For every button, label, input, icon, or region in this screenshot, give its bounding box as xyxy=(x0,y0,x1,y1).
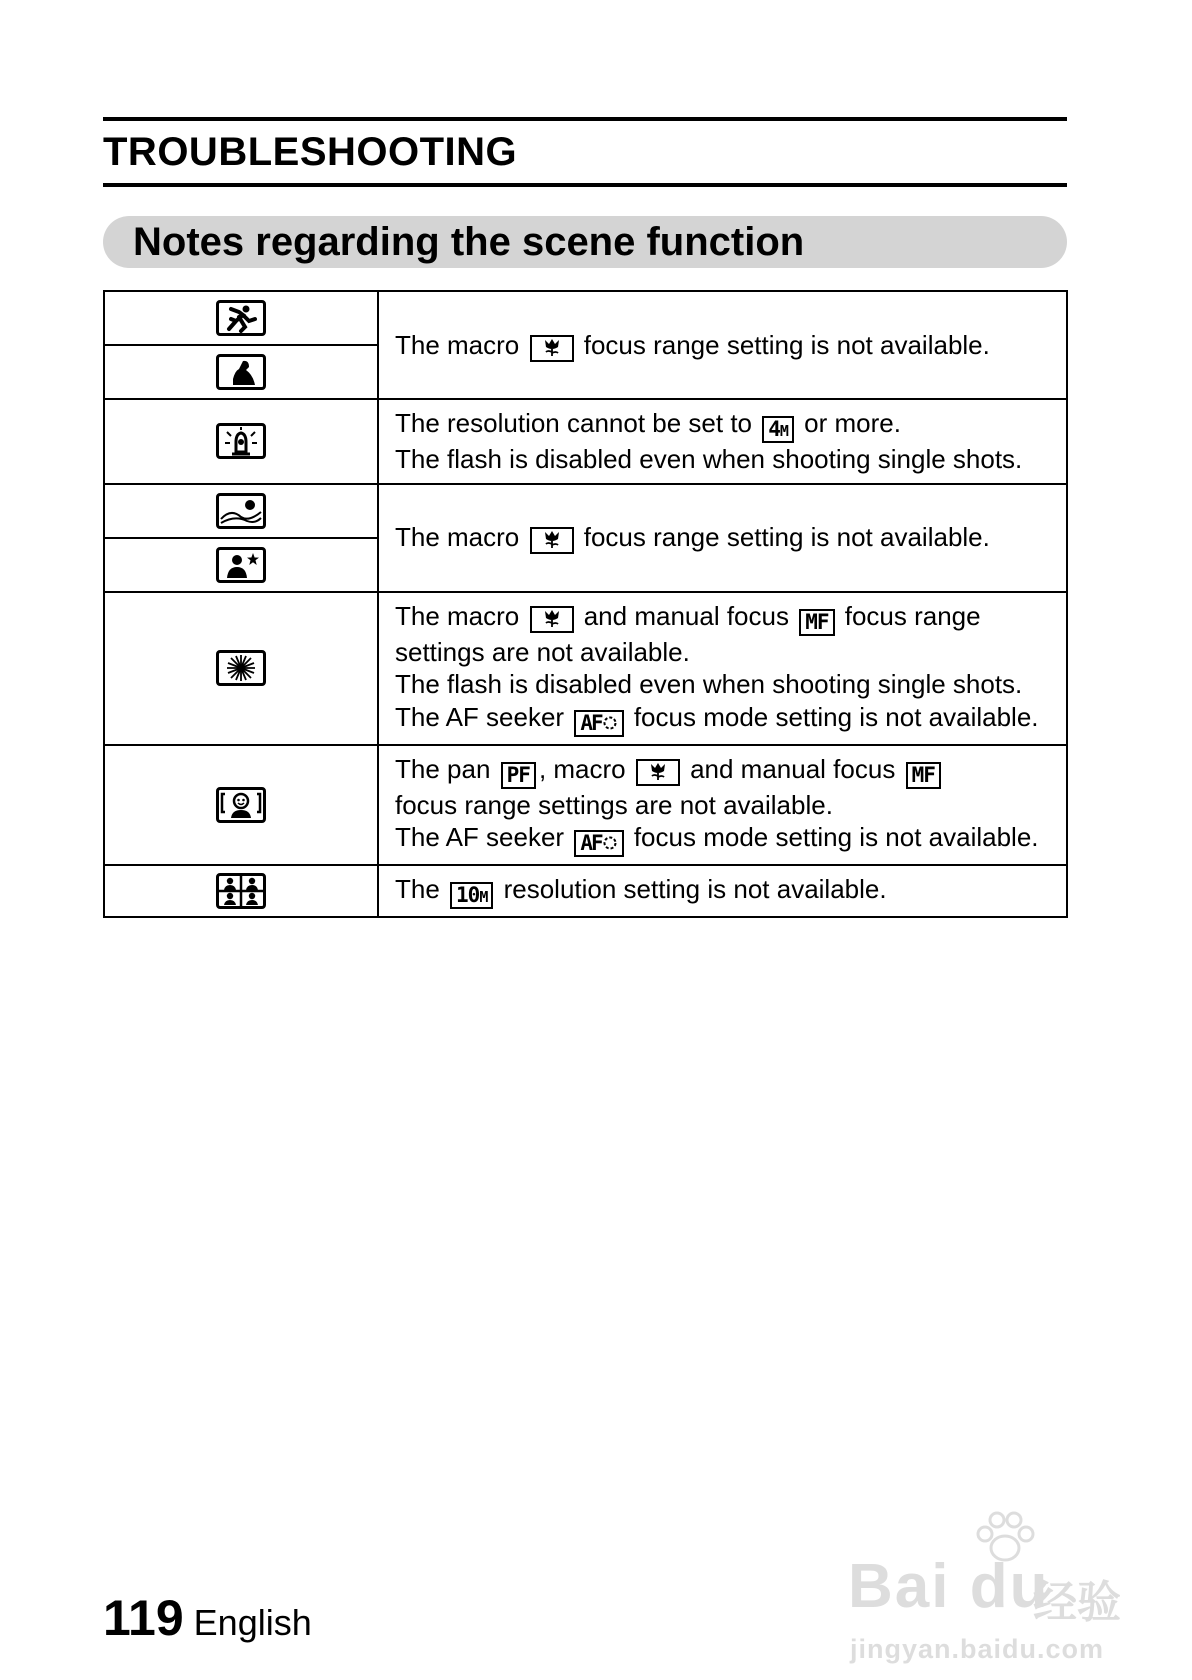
note-text: or more. xyxy=(796,408,901,438)
note-text: The AF seeker xyxy=(395,822,572,852)
night-portrait-scene-icon xyxy=(216,423,266,459)
macro-icon xyxy=(636,759,680,786)
page-number: 119 xyxy=(103,1590,184,1646)
af-target-icon xyxy=(602,835,618,851)
note-text: , macro xyxy=(538,753,633,784)
subheading-title: Notes regarding the scene function xyxy=(133,220,805,264)
scene-icon-cell xyxy=(104,291,378,345)
section-title: TROUBLESHOOTING xyxy=(103,130,518,174)
res-10m-icon xyxy=(450,882,493,909)
landscape-scene-icon xyxy=(216,493,266,529)
note-text: The flash is disabled even when shooting single shots. xyxy=(395,444,1023,474)
portrait-scene-icon xyxy=(216,354,266,390)
table-row xyxy=(104,291,1067,345)
collage-scene-icon xyxy=(216,873,266,909)
mf-icon-label: MF xyxy=(805,609,829,634)
note-text: focus range settings are not available. xyxy=(395,789,833,820)
note-text: The pan xyxy=(395,753,498,784)
watermark-brand: Bai du xyxy=(848,1552,1050,1621)
landscape-portrait-scene-icon xyxy=(216,547,266,583)
watermark xyxy=(848,1506,1138,1676)
note-text: focus range setting is not available. xyxy=(576,522,990,552)
note-text: The macro xyxy=(395,329,527,360)
note-text: The xyxy=(395,874,448,904)
header-bottom-rule xyxy=(103,183,1067,187)
pf-icon xyxy=(501,762,536,789)
macro-icon xyxy=(530,606,574,633)
table-row xyxy=(104,592,1067,745)
note-text: resolution setting is not available. xyxy=(496,874,887,904)
note-text: The macro xyxy=(395,600,527,631)
scene-icon-cell xyxy=(104,345,378,399)
note-text: and manual focus xyxy=(576,600,797,631)
table-row xyxy=(104,745,1067,866)
sports-scene-icon xyxy=(216,300,266,336)
note-text-cell xyxy=(378,592,1067,745)
scene-icon-cell xyxy=(104,592,378,745)
af-seeker-icon-label: AF xyxy=(580,710,602,735)
note-text: focus range settings are not available. xyxy=(395,600,981,667)
tulip-icon xyxy=(541,337,563,357)
af-target-icon xyxy=(602,715,618,731)
res-4m-icon xyxy=(762,416,794,443)
mf-icon-label: MF xyxy=(911,762,935,787)
tulip-icon xyxy=(541,529,563,549)
page-footer xyxy=(103,1589,312,1660)
scene-icon-cell xyxy=(104,484,378,538)
watermark-brand-cn: 经验 xyxy=(1033,1578,1121,1627)
scene-icon-cell xyxy=(104,865,378,917)
note-text: The macro xyxy=(395,522,527,552)
tulip-icon xyxy=(647,761,669,781)
note-text-cell xyxy=(378,484,1067,592)
res-10m-icon-label: 10 xyxy=(456,883,480,907)
res-10m-icon-unit: M xyxy=(479,888,488,906)
mf-icon xyxy=(906,762,941,789)
note-text: The AF seeker xyxy=(395,701,572,732)
note-text: and manual focus xyxy=(682,753,903,784)
scene-notes-table xyxy=(103,290,1068,918)
page-language: English xyxy=(193,1602,312,1643)
subheading-banner xyxy=(103,216,1067,268)
af-seeker-icon-label: AF xyxy=(580,831,602,855)
scene-icon-cell xyxy=(104,399,378,484)
table-row xyxy=(104,399,1067,484)
header-top-rule xyxy=(103,117,1067,121)
tulip-icon xyxy=(541,608,563,628)
scene-icon-cell xyxy=(104,538,378,592)
res-4m-icon-unit: M xyxy=(779,422,788,440)
macro-icon xyxy=(530,527,574,554)
note-text-cell xyxy=(378,399,1067,484)
scene-icon-cell xyxy=(104,745,378,866)
fireworks-scene-icon xyxy=(216,650,266,686)
note-text-cell xyxy=(378,291,1067,399)
note-text: focus mode setting is not available. xyxy=(626,701,1039,732)
watermark-url: jingyan.baidu.com xyxy=(850,1634,1105,1664)
note-text: focus range setting is not available. xyxy=(576,329,990,360)
note-text: The resolution cannot be set to xyxy=(395,408,760,438)
note-text: The flash is disabled even when shooting single shots. xyxy=(395,669,1023,699)
macro-icon xyxy=(530,335,574,362)
mf-icon xyxy=(799,609,834,636)
note-text: focus mode setting is not available. xyxy=(626,822,1039,852)
note-text-cell xyxy=(378,745,1067,866)
af-seeker-icon xyxy=(574,830,623,857)
note-text-cell xyxy=(378,865,1067,917)
table-row xyxy=(104,865,1067,917)
table-row xyxy=(104,484,1067,538)
self-portrait-scene-icon xyxy=(216,787,266,823)
af-seeker-icon xyxy=(574,710,623,737)
res-4m-icon-label: 4 xyxy=(768,417,780,441)
pf-icon-label: PF xyxy=(506,762,530,787)
